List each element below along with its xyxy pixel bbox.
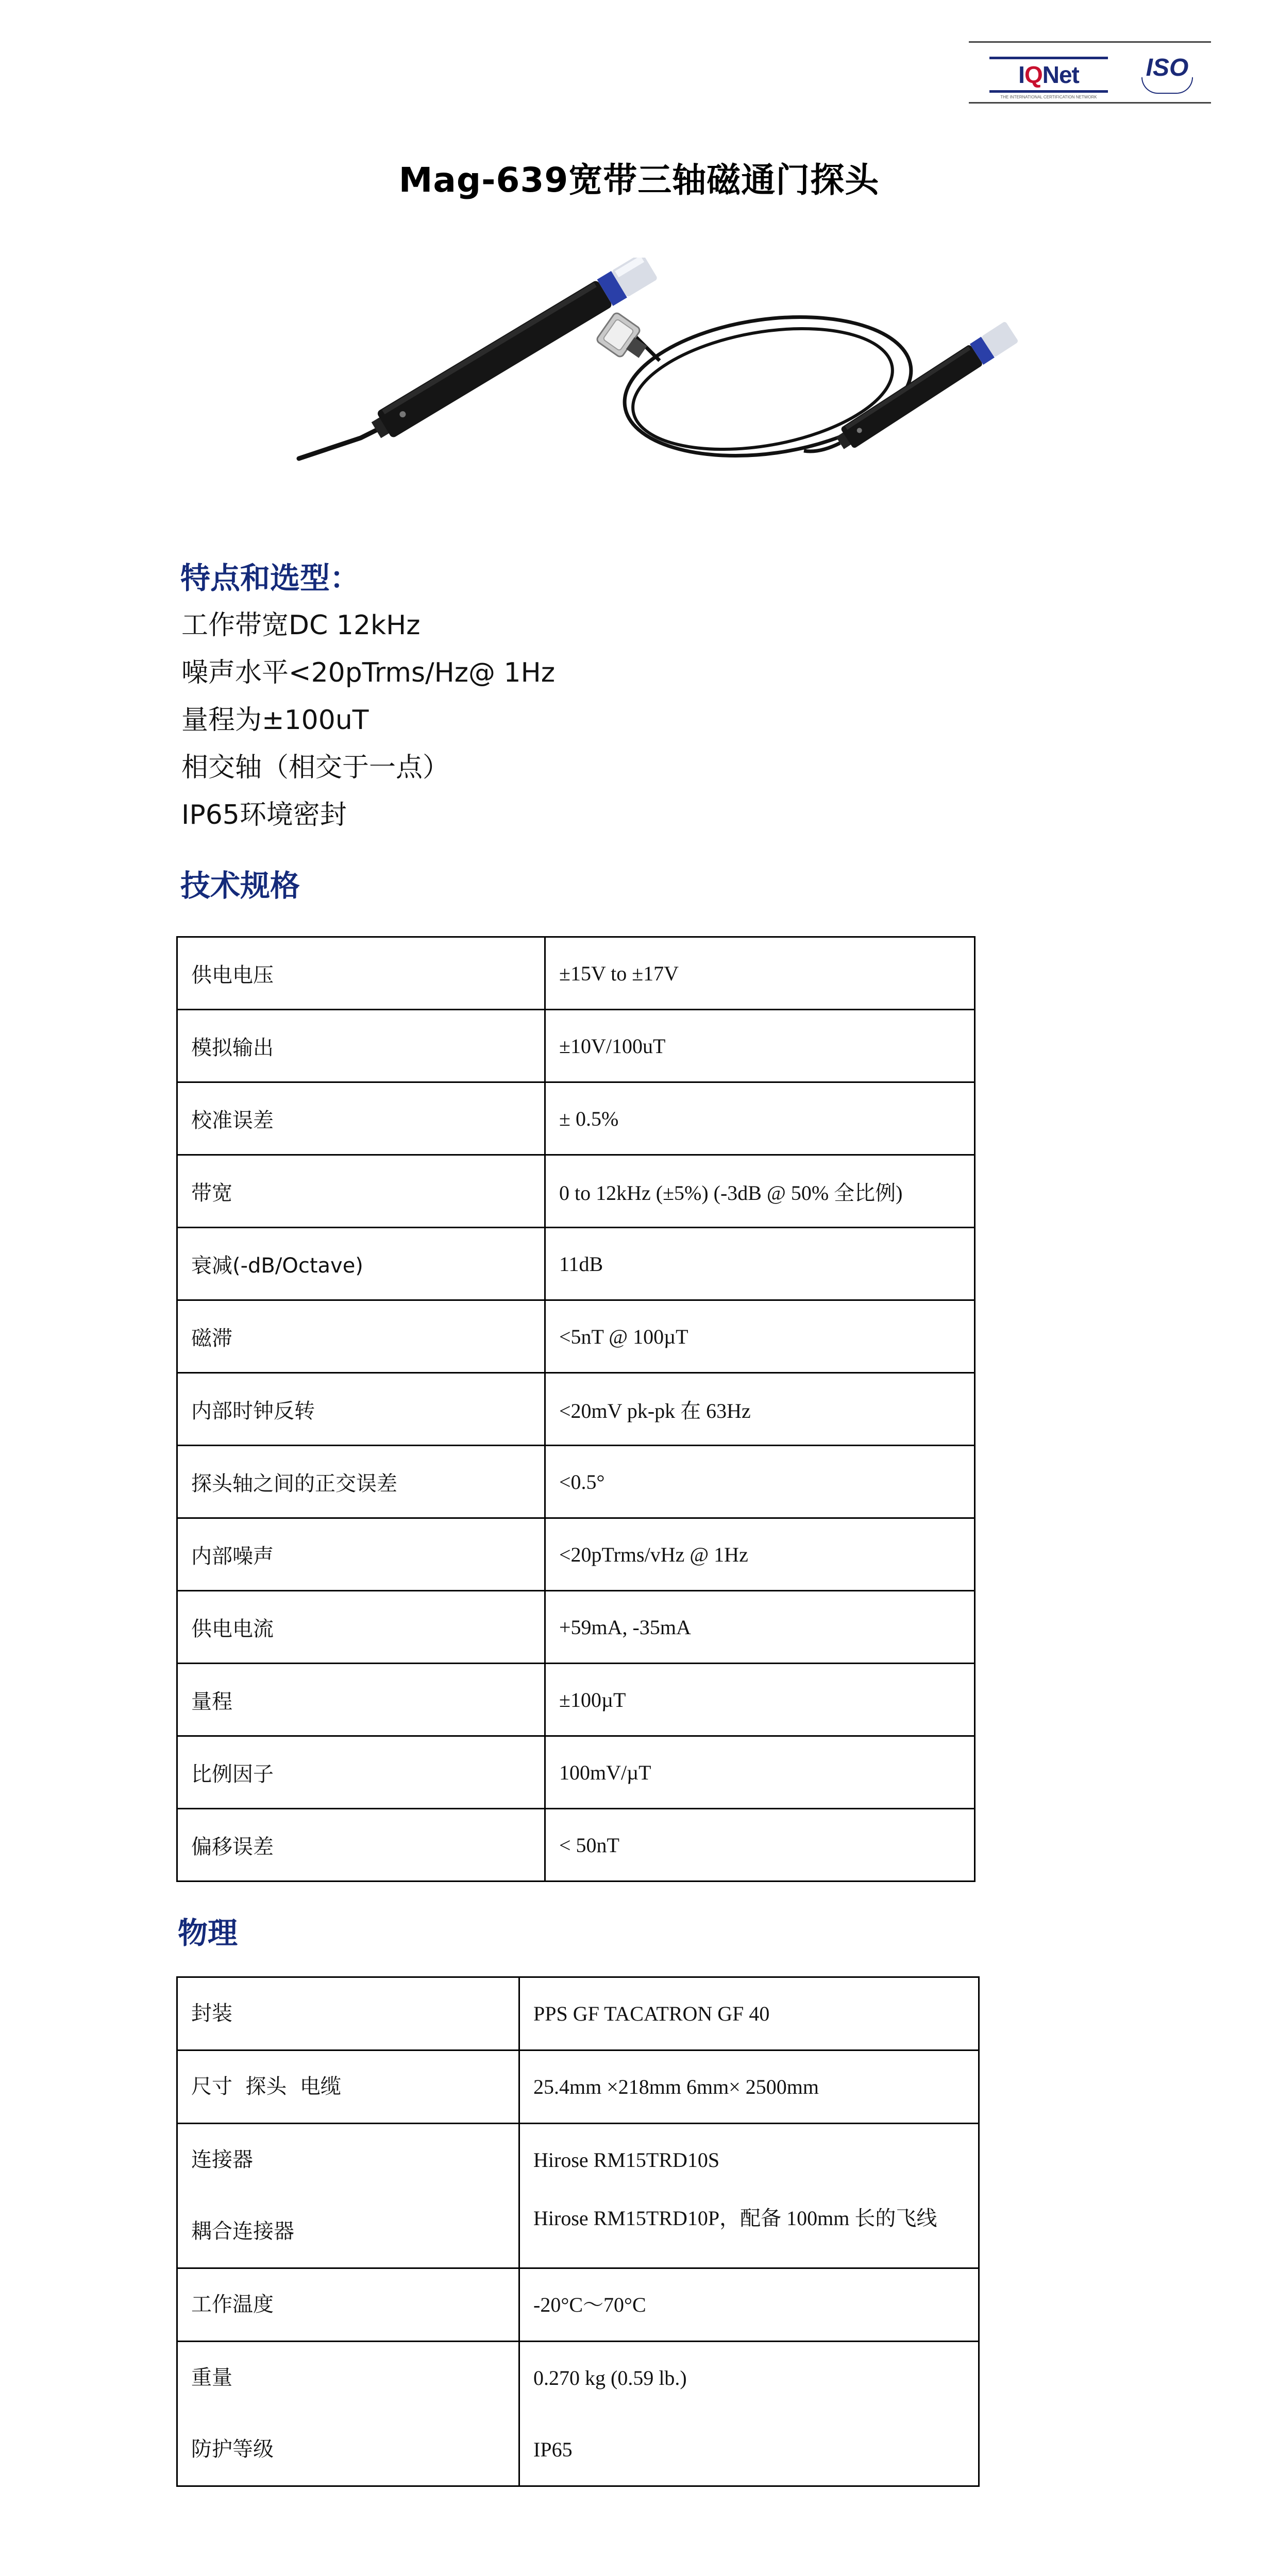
table-row [177,2268,979,2342]
certification-logos [969,41,1211,113]
table-row [177,1736,975,1809]
iso-logo-text: ISO [1146,54,1189,81]
physical-label-text: 尺寸 探头 电缆 [191,2075,341,2098]
logo-top-rule [969,41,1211,43]
table-row [177,1977,979,2050]
spec-label: 校准误差 [177,1082,545,1155]
table-row [177,1591,975,1664]
spec-value: < 50nT [545,1809,975,1882]
feature-item: IP65环境密封 [181,800,347,831]
spec-label: 模拟输出 [177,1010,545,1082]
iqnet-prefix: I [1018,61,1024,88]
product-images [289,258,1036,474]
physical-value [519,1977,979,2050]
physical-label-text: 防护等级 [191,2437,274,2461]
spec-label: 内部噪声 [177,1518,545,1591]
table-row [177,1518,975,1591]
table-row [177,1809,975,1882]
physical-label-text: 工作温度 [191,2293,274,2316]
page-title: Mag-639宽带三轴磁通门探头 [398,160,880,200]
physical-label [177,1977,519,2050]
physical-value-text: 0.270 kg (0.59 lb.) [533,2366,687,2389]
iso-ring-icon [1141,77,1193,94]
spec-value: ±100µT [545,1664,975,1736]
spec-value: <0.5° [545,1446,975,1518]
iqnet-q: Q [1024,61,1042,88]
physical-value [519,2050,979,2124]
physical-value [519,2124,979,2268]
logo-bottom-rule [969,102,1211,104]
iqnet-suffix: Net [1042,61,1079,88]
specs-table [176,936,976,1882]
physical-value-text: -20°C～70°C [533,2293,646,2316]
spec-value: ± 0.5% [545,1082,975,1155]
physical-label [177,2050,519,2124]
spec-label: 探头轴之间的正交误差 [177,1446,545,1518]
feature-item: 工作带宽DC 12kHz [181,610,421,641]
physical-table [176,1976,980,2487]
table-row [177,1300,975,1373]
spec-value: <20mV pk-pk 在 63Hz [545,1373,975,1446]
spec-value: +59mA, -35mA [545,1591,975,1664]
physical-value-text: PPS GF TACATRON GF 40 [533,2002,770,2025]
spec-value: 11dB [545,1228,975,1300]
physical-label [177,2342,519,2486]
feature-item: 相交轴（相交于一点） [181,752,450,783]
spec-value: <20pTrms/vHz @ 1Hz [545,1518,975,1591]
physical-label-text: 封装 [191,2002,232,2025]
physical-value-text: IP65 [533,2438,573,2461]
spec-label: 量程 [177,1664,545,1736]
physical-heading: 物理 [178,1916,238,1951]
spec-value: 100mV/µT [545,1736,975,1809]
spec-label: 带宽 [177,1155,545,1228]
feature-item: 量程为±100uT [181,705,369,736]
spec-label: 磁滞 [177,1300,545,1373]
spec-label: 衰减(-dB/Octave) [177,1228,545,1300]
physical-value [519,2342,979,2486]
spec-value: <5nT @ 100µT [545,1300,975,1373]
spec-value: ±15V to ±17V [545,937,975,1010]
physical-label-text: 连接器 [191,2148,253,2172]
table-row [177,1446,975,1518]
spec-label: 偏移误差 [177,1809,545,1882]
physical-label [177,2124,519,2268]
physical-value-text: 25.4mm ×218mm 6mm× 2500mm [533,2075,819,2098]
iqnet-logo [989,57,1108,93]
table-row [177,1082,975,1155]
table-row [177,1228,975,1300]
table-row [177,2342,979,2486]
right-probe-icon [833,321,1019,453]
physical-value-text: Hirose RM15TRD10P，配备 100mm 长的飞线 [533,2207,937,2230]
left-probe-cable [299,430,376,459]
specs-heading: 技术规格 [180,868,300,903]
spec-label: 供电电流 [177,1591,545,1664]
table-row [177,2050,979,2124]
physical-label-text: 重量 [191,2366,232,2389]
features-heading: 特点和选型： [180,561,360,596]
iso-logo [1139,46,1196,103]
table-row [177,1010,975,1082]
physical-value [519,2268,979,2342]
spec-label: 比例因子 [177,1736,545,1809]
table-row [177,2124,979,2268]
features-list [181,602,555,839]
connector-icon [596,312,653,366]
spec-label: 内部时钟反转 [177,1373,545,1446]
iqnet-tagline: THE INTERNATIONAL CERTIFICATION NETWORK [1000,95,1097,99]
spec-value: ±10V/100uT [545,1010,975,1082]
spec-label: 供电电压 [177,937,545,1010]
spec-value: 0 to 12kHz (±5%) (-3dB @ 50% 全比例) [545,1155,975,1228]
table-row [177,937,975,1010]
physical-label-text: 耦合连接器 [191,2219,294,2243]
physical-label [177,2268,519,2342]
table-row [177,1664,975,1736]
table-row [177,1373,975,1446]
probe-illustrations [289,258,1036,474]
physical-value-text: Hirose RM15TRD10S [533,2148,720,2172]
feature-item: 噪声水平<20pTrms/Hz@ 1Hz [181,657,556,688]
table-row [177,1155,975,1228]
